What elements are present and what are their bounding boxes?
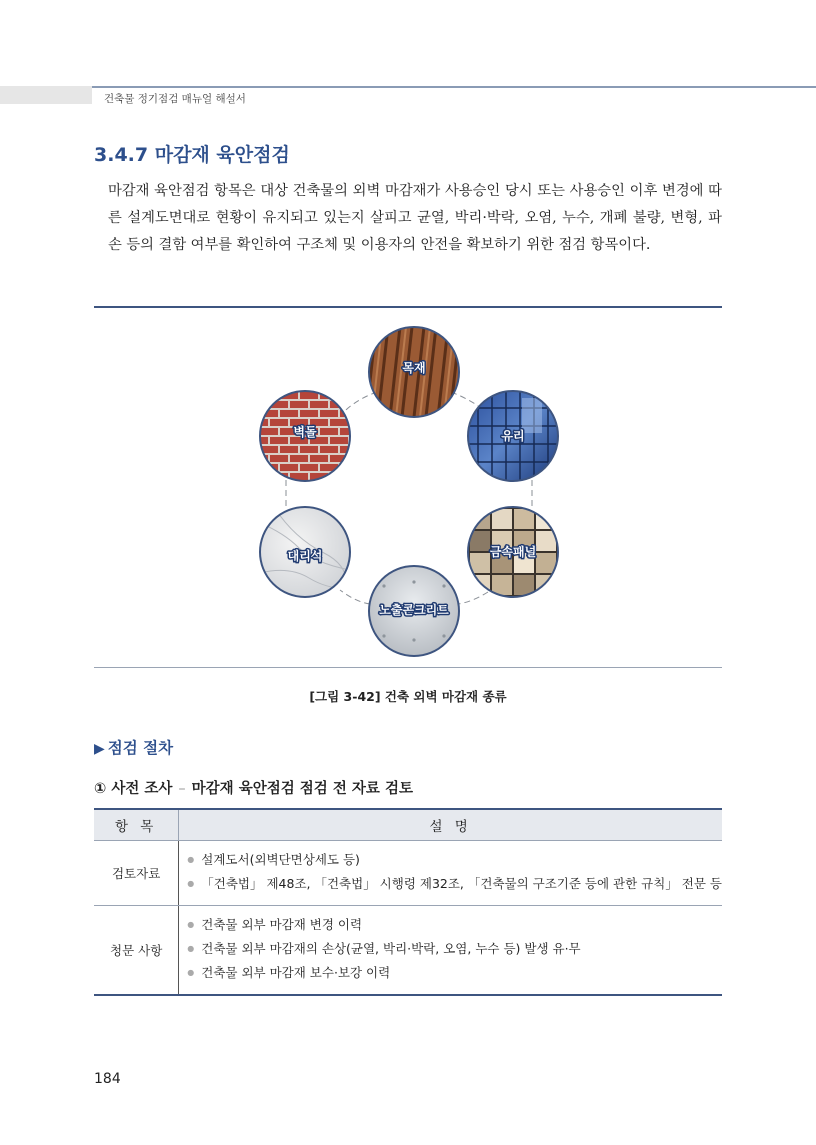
table-header-row	[94, 809, 722, 841]
table-row	[94, 906, 722, 996]
row-name: 청문 사항	[94, 906, 179, 996]
table-header-description: 설 명	[179, 809, 722, 841]
list-item: ● 건축물 외부 마감재 변경 이력	[187, 914, 722, 938]
row-description	[179, 906, 722, 996]
step-subtitle: 마감재 육안점검 점검 전 자료 검토	[191, 781, 413, 797]
row-description	[179, 841, 722, 906]
section-title: 3.4.7 마감재 육안점검	[94, 144, 290, 166]
procedure-title: 점검 절차	[107, 739, 174, 757]
page-number: 184	[94, 1071, 121, 1087]
step-heading	[94, 777, 413, 798]
label-wood: 목재	[402, 361, 426, 375]
table-row	[94, 841, 722, 906]
list-item: ● 설계도서(외벽단면상세도 등)	[187, 849, 722, 873]
header-rule	[92, 86, 816, 88]
list-item: ● 건축물 외부 마감재의 손상(균열, 박리·박락, 오염, 누수 등) 발생 유·무	[187, 938, 722, 962]
triangle-bullet-icon: ▶	[94, 741, 105, 757]
intro-paragraph: 마감재 육안점검 항목은 대상 건축물의 외벽 마감재가 사용승인 당시 또는 사용승인 이후 변경에 따른 설계도면대로 현황이 유지되고 있는지 살피고 균열, 박리·박락, 오염, 누수, 개폐 불량, 변형, 파손 등의 결함 여부를 확인하여 구조체 및 이용자의 안전을 확보하기 위한 점검 항목이다.	[108, 183, 722, 253]
procedure-heading	[94, 736, 173, 758]
label-brick: 벽돌	[293, 425, 317, 439]
header-band	[0, 86, 92, 104]
review-table	[94, 808, 722, 996]
label-metal-panel: 금속패널	[489, 545, 537, 559]
list-item: ● 건축물 외부 마감재 보수·보강 이력	[187, 962, 722, 986]
step-dash: –	[178, 781, 186, 797]
step-title: ① 사전 조사	[94, 781, 173, 797]
row-name: 검토자료	[94, 841, 179, 906]
label-glass: 유리	[501, 429, 525, 443]
label-marble: 대리석	[287, 549, 323, 563]
running-title: 건축물 정기점검 매뉴얼 해설서	[104, 93, 246, 105]
figure-caption: [그림 3-42] 건축 외벽 마감재 종류	[309, 689, 507, 704]
material-diagram	[94, 308, 722, 666]
table-header-item: 항 목	[94, 809, 179, 841]
list-item: ● 「건축법」 제48조, 「건축법」 시행령 제32조, 「건축물의 구조기준 등에 관한 규칙」 전문 등	[187, 873, 722, 897]
label-concrete: 노출콘크리트	[379, 603, 449, 617]
figure-bottom-rule	[94, 667, 722, 668]
